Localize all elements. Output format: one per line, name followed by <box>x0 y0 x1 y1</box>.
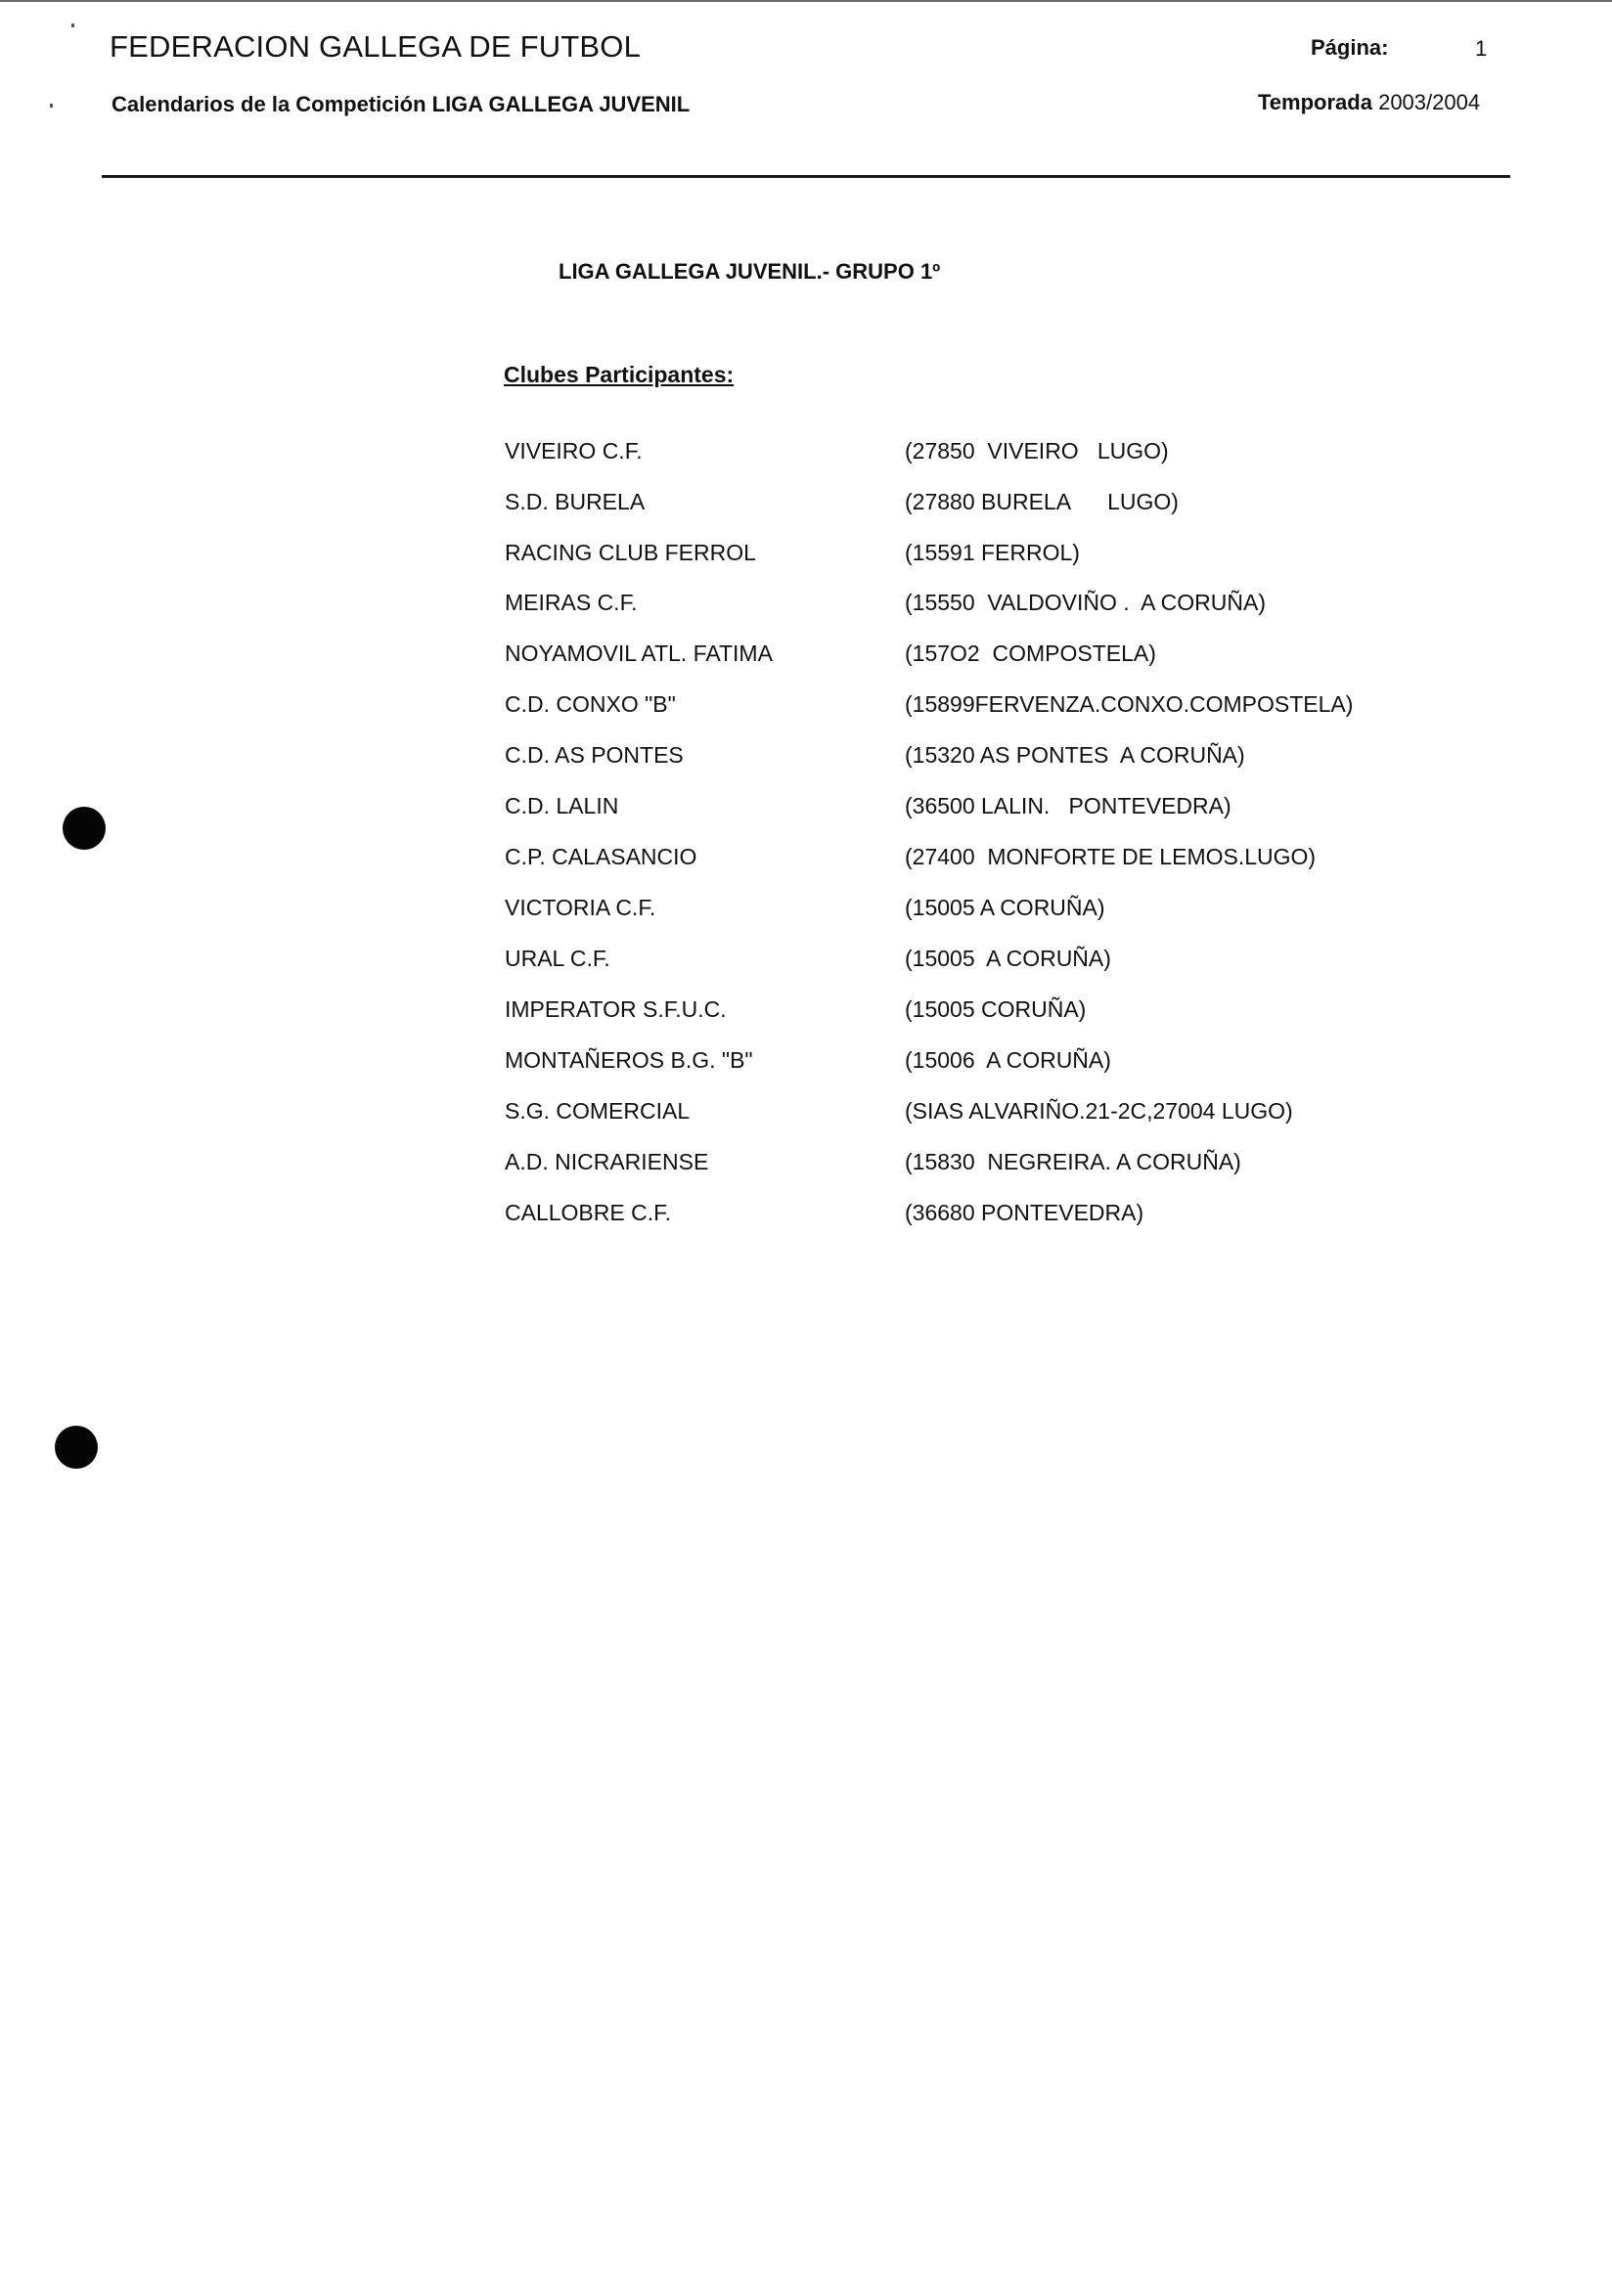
club-row <box>0 1200 1612 1239</box>
club-name: S.D. BURELA <box>505 489 646 514</box>
club-row <box>0 895 1612 934</box>
club-row <box>0 540 1612 579</box>
federation-title: FEDERACION GALLEGA DE FUTBOL <box>110 29 642 64</box>
club-row <box>0 996 1612 1036</box>
club-row <box>0 1098 1612 1137</box>
club-address: (27400 MONFORTE DE LEMOS.LUGO) <box>905 844 1317 869</box>
club-row <box>0 1149 1612 1188</box>
club-address: (27880 BURELA LUGO) <box>905 489 1179 514</box>
club-name: C.D. AS PONTES <box>505 742 684 768</box>
page-top-edge <box>0 0 1612 2</box>
club-name: C.P. CALASANCIO <box>505 844 697 869</box>
header-divider <box>102 175 1510 178</box>
club-address: (27850 VIVEIRO LUGO) <box>905 438 1169 464</box>
scan-speck <box>71 23 74 27</box>
club-address: (15591 FERROL) <box>905 540 1080 565</box>
scan-speck <box>50 104 53 108</box>
club-row <box>0 640 1612 680</box>
punch-hole <box>63 807 106 850</box>
page-number: 1 <box>1475 36 1488 61</box>
club-address: (15320 AS PONTES A CORUÑA) <box>905 742 1245 768</box>
club-name: VIVEIRO C.F. <box>505 438 643 464</box>
club-name: RACING CLUB FERROL <box>505 540 756 565</box>
club-address: (15550 VALDOVIÑO . A CORUÑA) <box>905 590 1266 615</box>
club-address: (15005 A CORUÑA) <box>905 946 1111 971</box>
clubs-heading: Clubes Participantes: <box>504 362 735 387</box>
club-name: S.G. COMERCIAL <box>505 1098 691 1124</box>
club-address: (15005 CORUÑA) <box>905 996 1087 1022</box>
club-row <box>0 946 1612 985</box>
season-value: 2003/2004 <box>1378 90 1481 114</box>
club-row <box>0 590 1612 629</box>
club-address: (15899FERVENZA.CONXO.COMPOSTELA) <box>905 691 1354 717</box>
club-address: (36500 LALIN. PONTEVEDRA) <box>905 793 1231 818</box>
club-name: NOYAMOVIL ATL. FATIMA <box>505 640 773 666</box>
punch-hole <box>55 1426 98 1469</box>
club-row <box>0 742 1612 781</box>
club-name: IMPERATOR S.F.U.C. <box>505 996 727 1022</box>
club-address: (SIAS ALVARIÑO.21-2C,27004 LUGO) <box>905 1098 1293 1124</box>
competition-subtitle: Calendarios de la Competición LIGA GALLEGA JUVENIL <box>112 92 691 116</box>
club-address: (15830 NEGREIRA. A CORUÑA) <box>905 1149 1241 1174</box>
club-name: C.D. LALIN <box>505 793 619 818</box>
club-row <box>0 844 1612 883</box>
group-title: LIGA GALLEGA JUVENIL.- GRUPO 1º <box>559 259 941 284</box>
club-row <box>0 489 1612 528</box>
club-name: VICTORIA C.F. <box>505 895 656 920</box>
club-row <box>0 1047 1612 1086</box>
club-name: A.D. NICRARIENSE <box>505 1149 709 1174</box>
club-address: (157O2 COMPOSTELA) <box>905 640 1156 666</box>
club-name: CALLOBRE C.F. <box>505 1200 671 1225</box>
club-address: (36680 PONTEVEDRA) <box>905 1200 1144 1225</box>
club-row <box>0 691 1612 730</box>
page-label: Página: <box>1311 35 1389 60</box>
season <box>1258 90 1480 115</box>
club-address: (15006 A CORUÑA) <box>905 1047 1111 1073</box>
club-address: (15005 A CORUÑA) <box>905 895 1105 920</box>
club-name: MONTAÑEROS B.G. "B" <box>505 1047 753 1073</box>
club-name: URAL C.F. <box>505 946 610 971</box>
club-row <box>0 793 1612 832</box>
club-name: MEIRAS C.F. <box>505 590 638 615</box>
club-name: C.D. CONXO "B" <box>505 691 676 717</box>
club-row <box>0 438 1612 477</box>
season-label: Temporada <box>1258 90 1372 114</box>
